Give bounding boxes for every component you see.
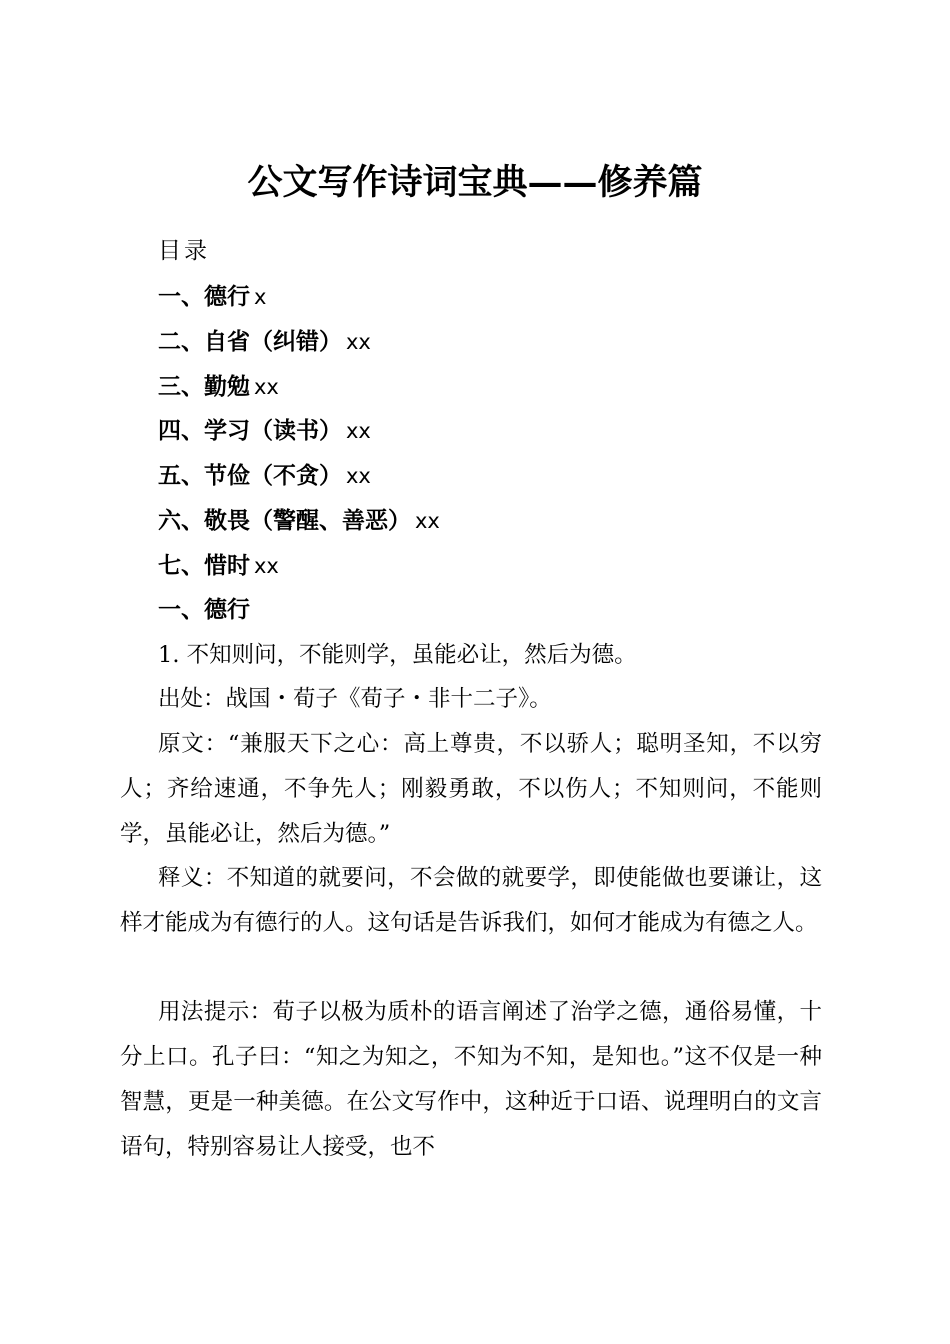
- toc-item[interactable]: [158, 458, 440, 503]
- toc-item[interactable]: [158, 279, 440, 324]
- entry-original-text: 原文：“兼服天下之心：高上尊贵，不以骄人；聪明圣知，不以穷人；齐给速通，不争先人；刚毅勇敢，不以伤人；不知则问，不能则学，虽能必让，然后为德。”: [120, 731, 822, 847]
- toc-item-page: xx: [346, 419, 371, 444]
- toc-item-label: 七、惜时: [158, 552, 250, 579]
- toc-item-label: 二、自省（纠错）: [158, 328, 342, 355]
- toc-item-page: xx: [415, 508, 440, 533]
- entry-meaning: 释义：不知道的就要问，不会做的就要学，即使能做也要谦让，这样才能成为有德行的人。这句话是告诉我们，如何才能成为有德之人。: [120, 865, 822, 936]
- toc-label: 目录: [158, 238, 210, 264]
- toc-item-label: 六、敬畏（警醒、善恶）: [158, 507, 411, 534]
- toc-item[interactable]: [158, 324, 440, 369]
- toc-item-label: 三、勤勉: [158, 373, 250, 400]
- section-heading: 一、德行: [158, 597, 250, 623]
- toc-item[interactable]: [158, 503, 440, 548]
- toc-item-label: 四、学习（读书）: [158, 418, 342, 445]
- toc-item-page: xx: [346, 329, 371, 354]
- toc-item-page: xx: [254, 374, 279, 399]
- document-title: 公文写作诗词宝典——修养篇: [247, 162, 703, 204]
- toc-item[interactable]: [158, 548, 440, 593]
- toc-item[interactable]: [158, 369, 440, 414]
- toc-item-page: x: [254, 285, 267, 309]
- entry-usage-tip: 用法提示：荀子以极为质朴的语言阐述了治学之德，通俗易懂，十分上口。孔子曰：“知之为知之，不知为不知，是知也。”这不仅是一种智慧，更是一种美德。在公文写作中，这种近于口语、说理明白的文言语句，特别容易让人接受，也不: [120, 999, 822, 1160]
- toc-item-page: xx: [346, 464, 371, 489]
- toc-item-page: xx: [254, 553, 279, 578]
- entry-source: 出处：战国・荀子《荀子・非十二子》。: [158, 686, 552, 712]
- toc-item-label: 一、德行: [158, 284, 250, 310]
- entry-title: 1. 不知则问，不能则学，虽能必让，然后为德。: [158, 642, 637, 668]
- table-of-contents: [158, 279, 440, 593]
- toc-item-label: 五、节俭（不贪）: [158, 463, 342, 490]
- toc-item[interactable]: [158, 413, 440, 458]
